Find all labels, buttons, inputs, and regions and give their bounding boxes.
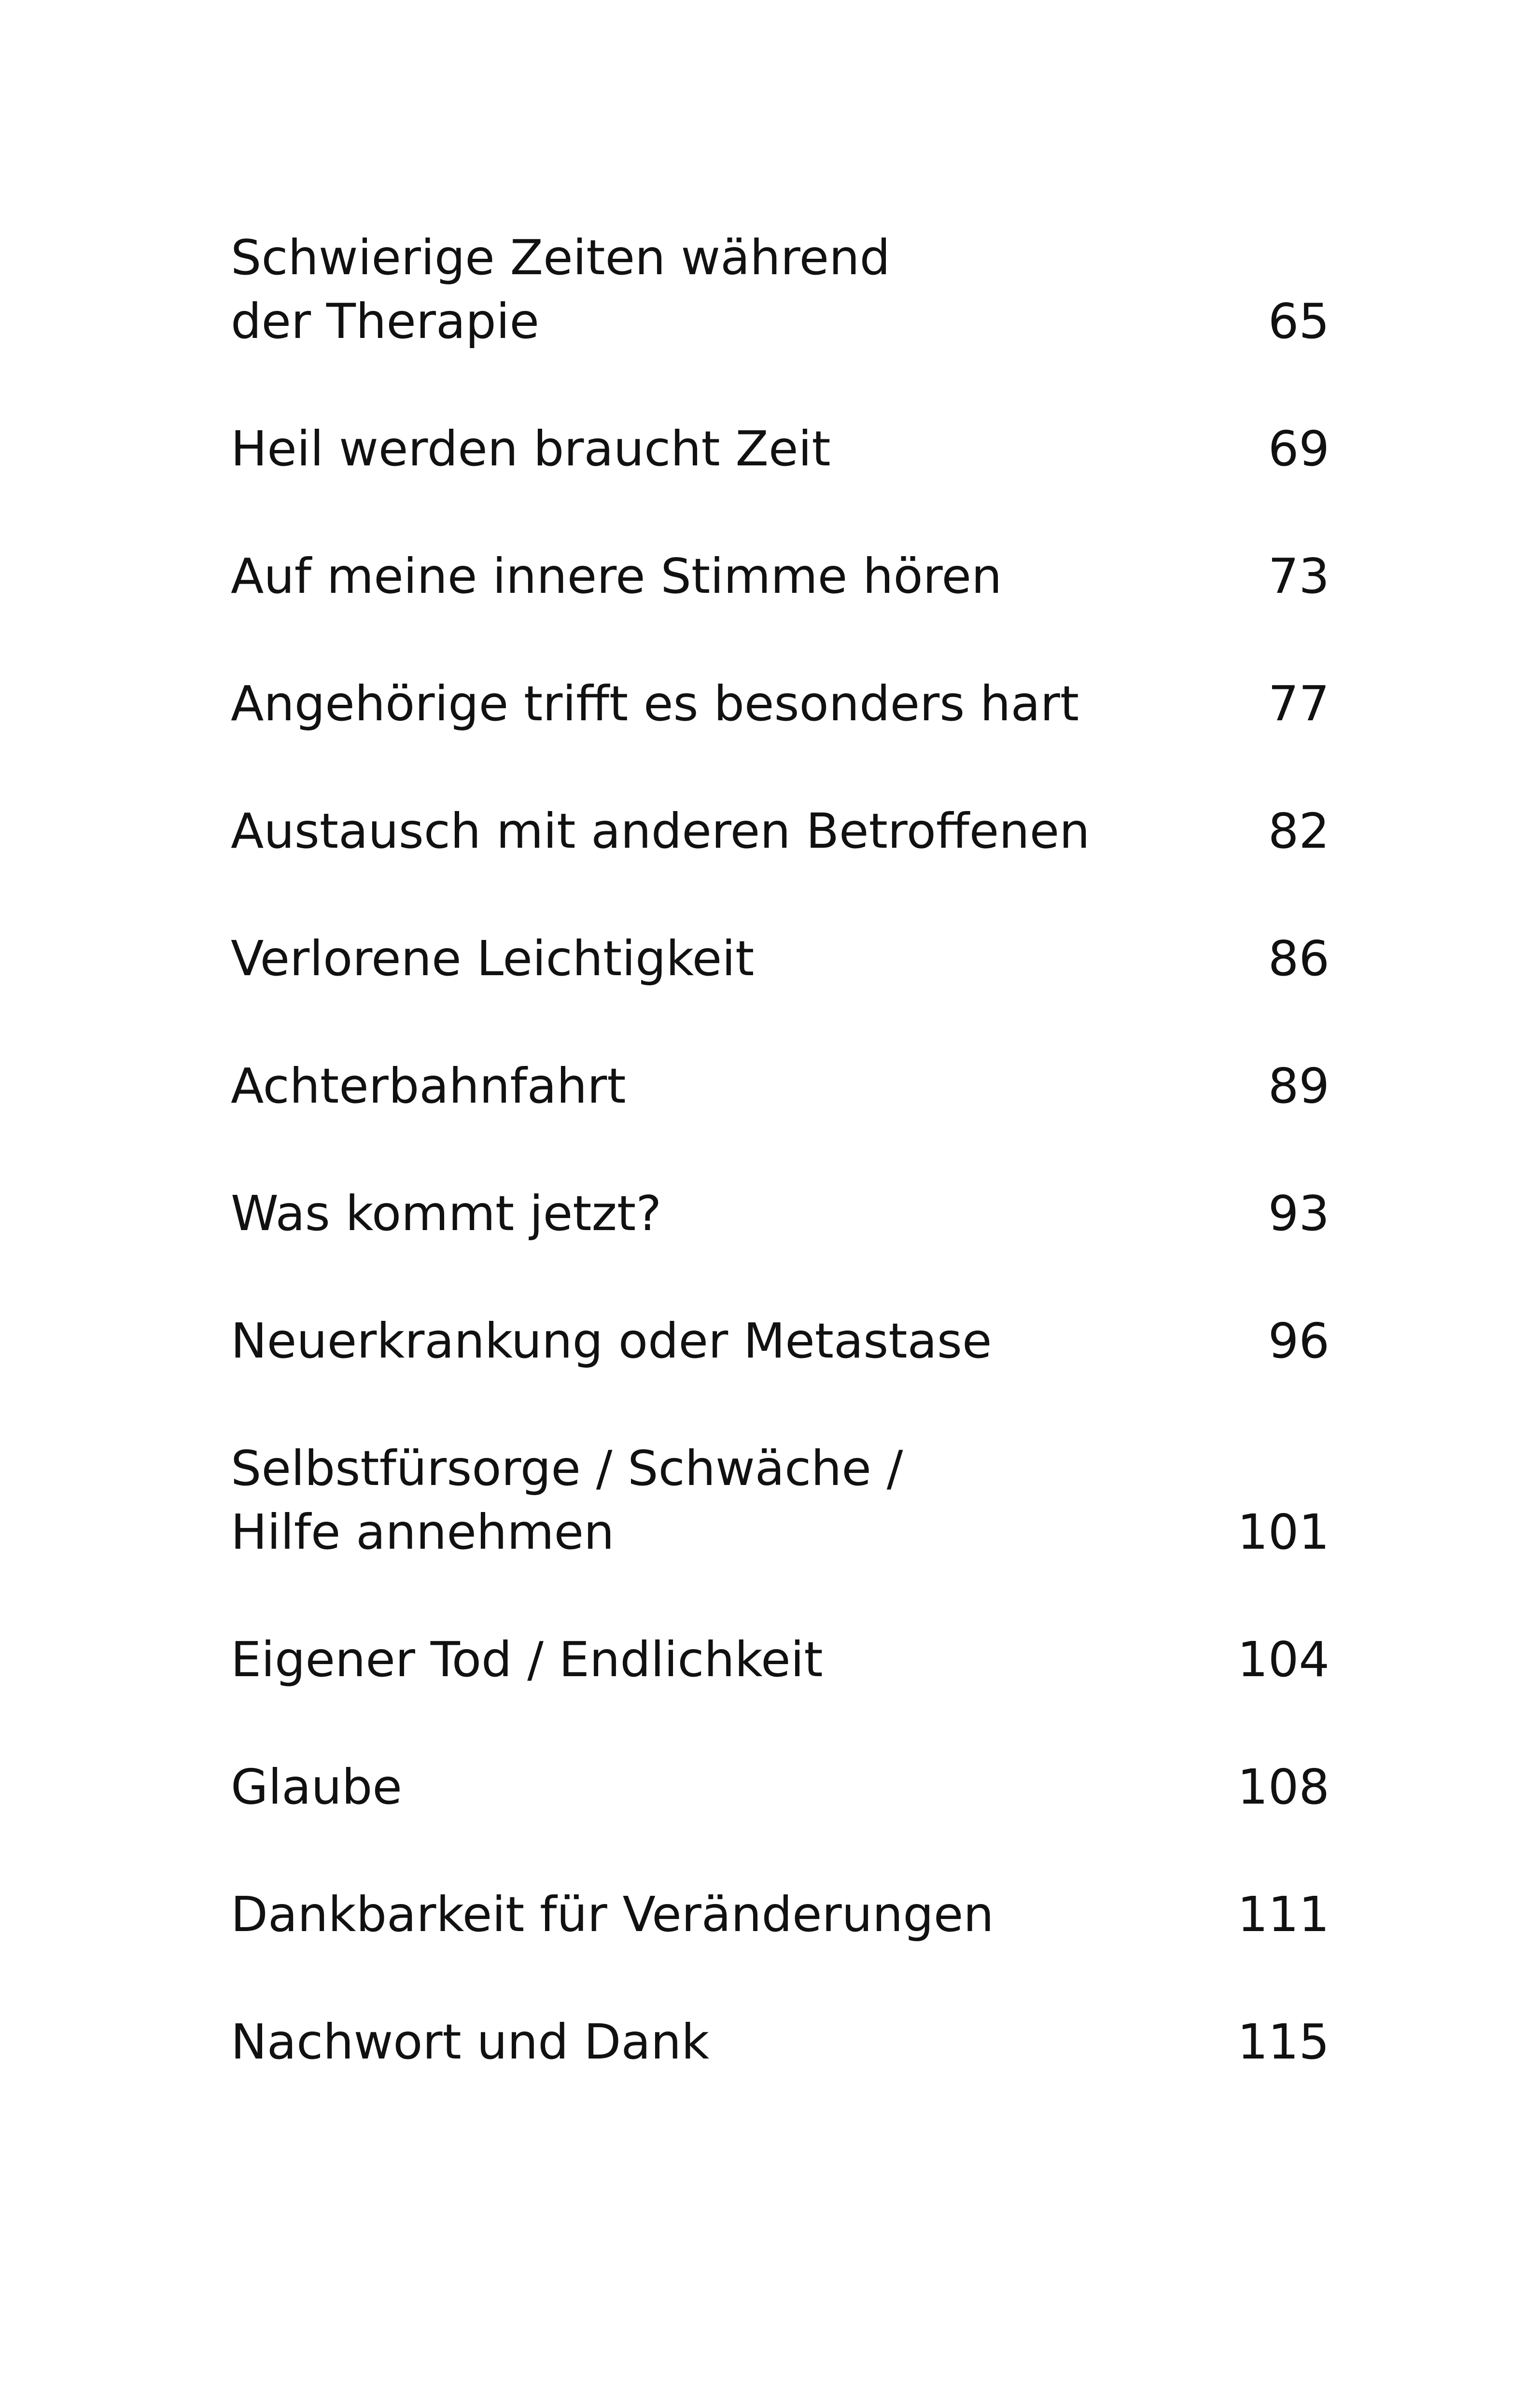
toc-entry-page-number: 108: [1237, 1759, 1330, 1815]
toc-entry-title: [231, 1182, 661, 1246]
toc-entry-title: [231, 417, 831, 481]
toc-entry: [231, 2010, 1330, 2074]
toc-entry-page-number: 77: [1268, 675, 1330, 732]
toc-entry: [231, 672, 1330, 736]
toc-entry: [231, 1182, 1330, 1246]
toc-entry: [231, 545, 1330, 608]
toc-entry-title-line: Angehörige trifft es besonders hart: [231, 675, 1079, 732]
toc-entry-title: [231, 927, 754, 991]
toc-entry: [231, 799, 1330, 863]
toc-entry-title: [231, 545, 1002, 608]
toc-entry-title-line: Nachwort und Dank: [231, 2014, 710, 2070]
toc-entry: [231, 927, 1330, 991]
toc-entry-title: [231, 1309, 992, 1373]
toc-entry-page-number: 93: [1268, 1185, 1330, 1242]
toc-entry: [231, 417, 1330, 481]
toc-entry-title: [231, 1437, 903, 1564]
toc-entry-title-line: Heil werden braucht Zeit: [231, 420, 831, 477]
toc-entry-page-number: 65: [1268, 293, 1330, 350]
toc-entry: [231, 1309, 1330, 1373]
toc-entry: [231, 1883, 1330, 1947]
toc-entry-page-number: 82: [1268, 803, 1330, 859]
toc-entry-title: [231, 2010, 709, 2074]
toc-entry: [231, 1054, 1330, 1118]
toc-entry-title-line: Schwierige Zeiten während: [231, 229, 891, 286]
table-of-contents: [231, 226, 1330, 2138]
toc-entry-title-line: Austausch mit anderen Betroffenen: [231, 803, 1090, 859]
toc-entry-page-number: 69: [1268, 420, 1330, 477]
toc-entry-page-number: 104: [1237, 1631, 1330, 1688]
toc-entry-page-number: 101: [1237, 1504, 1330, 1560]
toc-entry-title: [231, 1883, 994, 1947]
toc-entry-title-line: Hilfe annehmen: [231, 1504, 615, 1560]
toc-entry-title-line: Selbstfürsorge / Schwäche /: [231, 1440, 903, 1497]
toc-entry-title: [231, 1755, 402, 1819]
toc-entry-page-number: 89: [1268, 1058, 1330, 1114]
toc-entry-page-number: 115: [1237, 2014, 1330, 2070]
toc-entry-title-line: der Therapie: [231, 293, 540, 350]
toc-entry-title-line: Glaube: [231, 1759, 402, 1815]
toc-entry-title: [231, 1628, 823, 1692]
toc-entry-title-line: Dankbarkeit für Veränderungen: [231, 1886, 994, 1943]
toc-entry: [231, 226, 1330, 353]
toc-entry-title-line: Achterbahnfahrt: [231, 1058, 626, 1114]
toc-entry-page-number: 96: [1268, 1313, 1330, 1369]
toc-entry-page-number: 86: [1268, 930, 1330, 987]
toc-entry-title: [231, 799, 1090, 863]
toc-entry-title: [231, 226, 890, 353]
toc-entry-title-line: Was kommt jetzt?: [231, 1185, 662, 1242]
toc-entry: [231, 1437, 1330, 1564]
toc-entry-title-line: Neuerkrankung oder Metastase: [231, 1313, 992, 1369]
toc-entry-page-number: 73: [1268, 548, 1330, 604]
toc-entry-title: [231, 1054, 626, 1118]
toc-entry: [231, 1755, 1330, 1819]
toc-entry-title-line: Auf meine innere Stimme hören: [231, 548, 1002, 604]
toc-entry-title: [231, 672, 1079, 736]
toc-entry-page-number: 111: [1237, 1886, 1330, 1943]
toc-entry: [231, 1628, 1330, 1692]
toc-entry-title-line: Verlorene Leichtigkeit: [231, 930, 755, 987]
toc-entry-title-line: Eigener Tod / Endlichkeit: [231, 1631, 823, 1688]
